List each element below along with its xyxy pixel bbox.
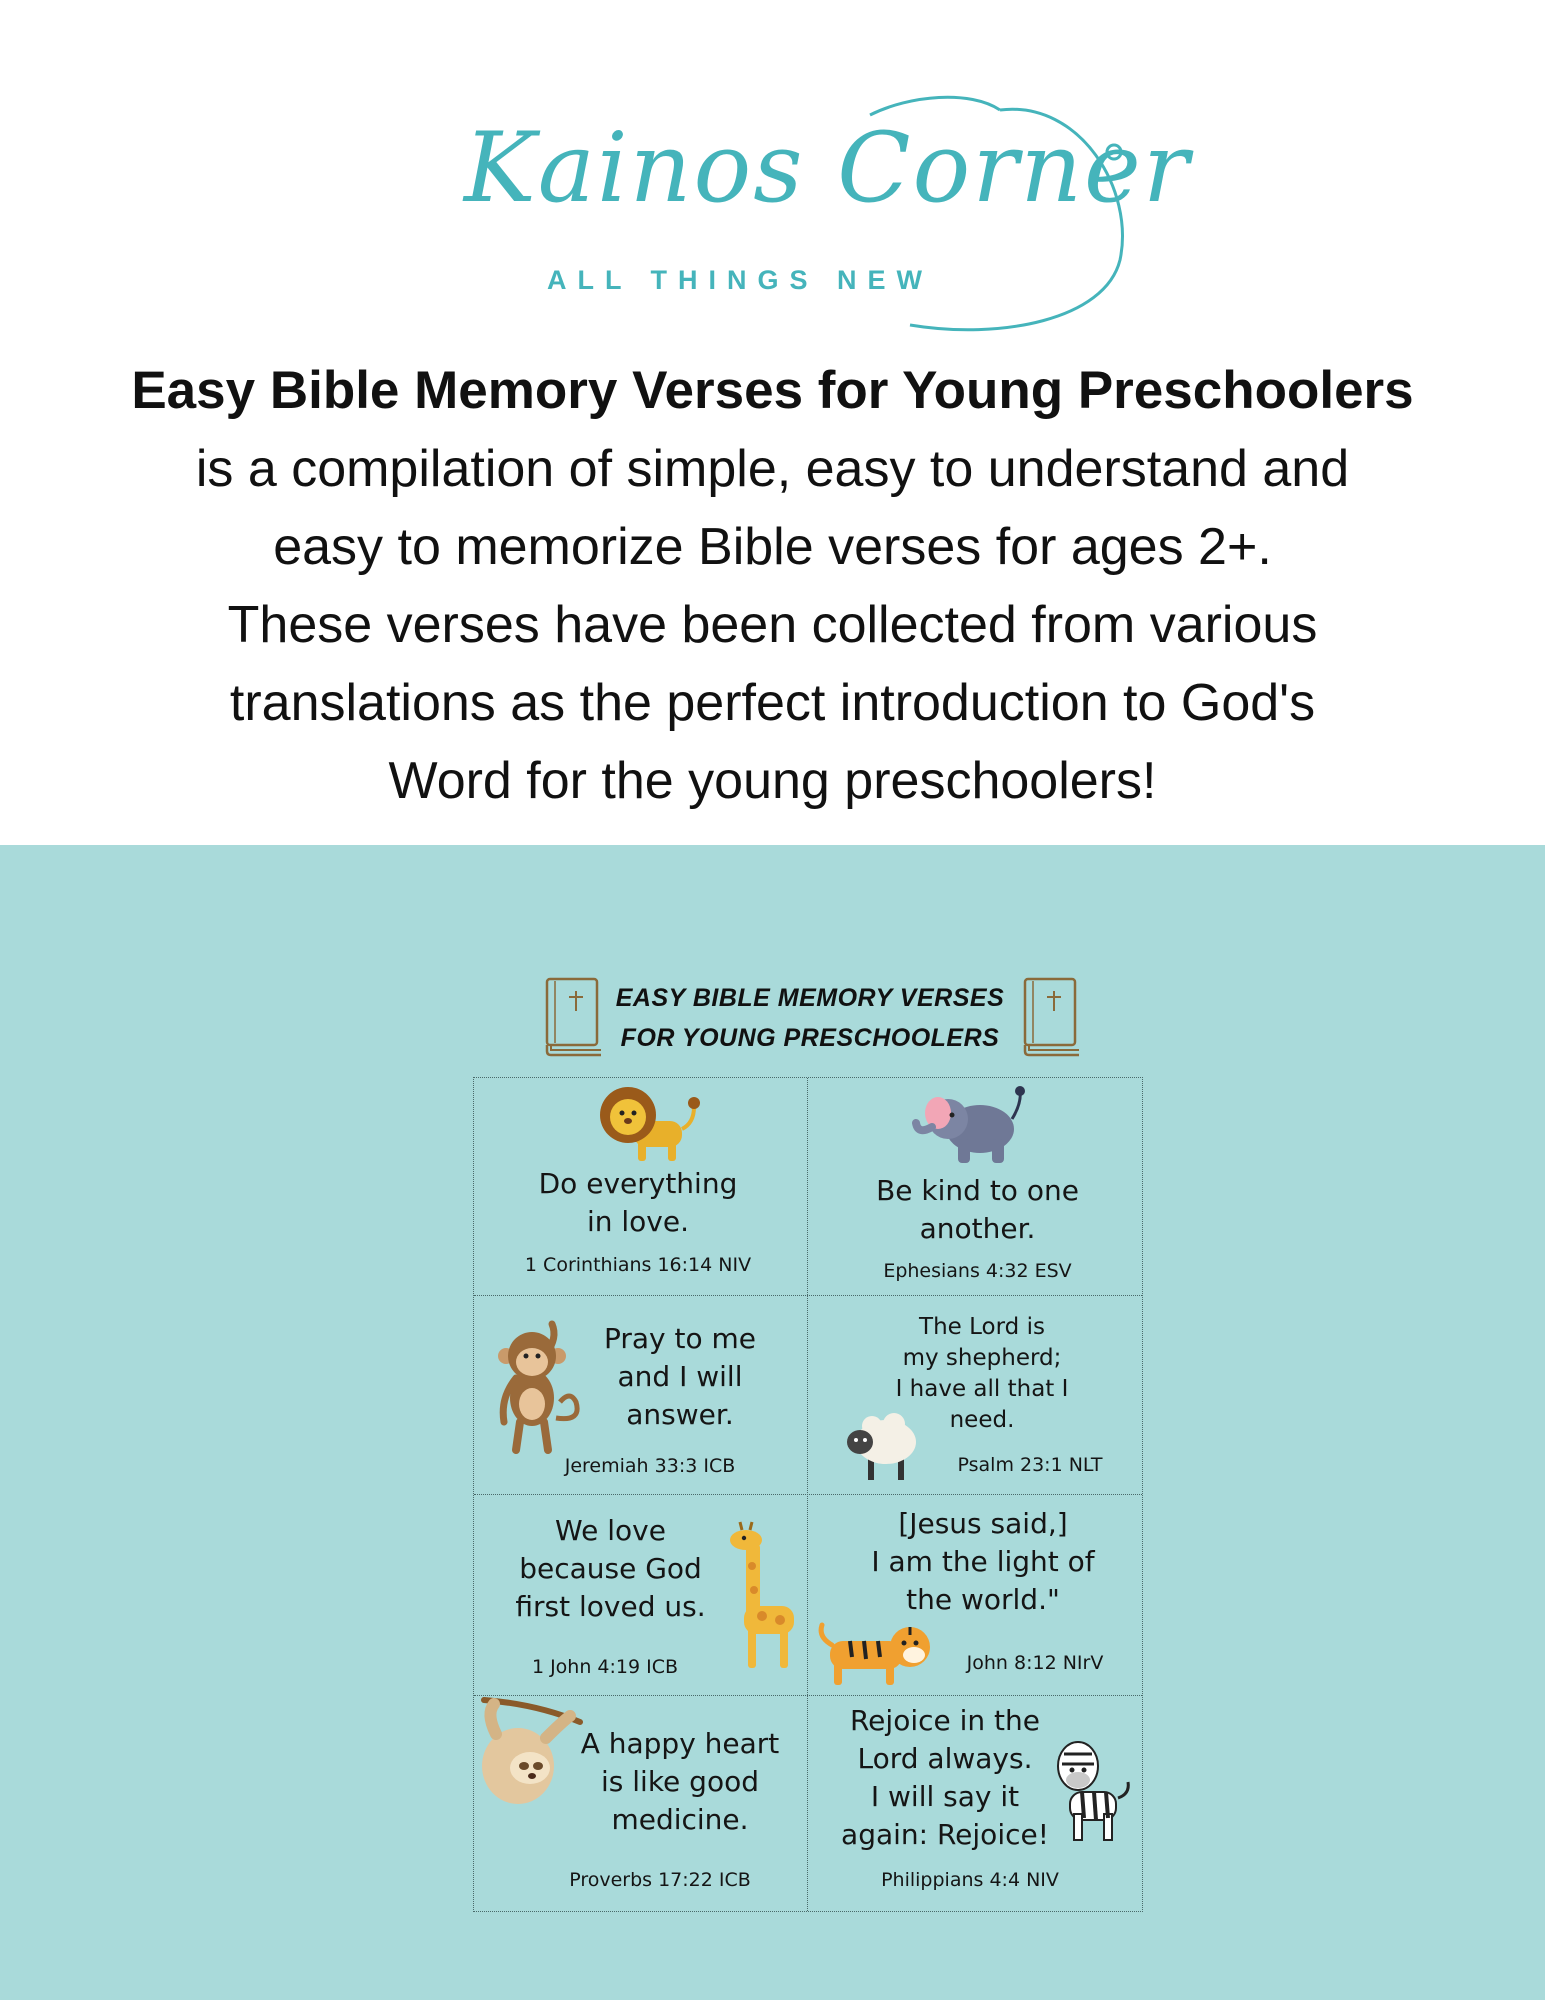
verse-line: Rejoice in the (849, 1704, 1040, 1737)
verse-line: The Lord is (919, 1314, 1045, 1340)
verse-text (825, 1702, 1065, 1854)
verse-reference: Proverbs 17:22 ICB (569, 1869, 751, 1891)
intro-line: is a compilation of simple, easy to understand and (195, 440, 1350, 498)
verse-reference: John 8:12 NIrV (966, 1652, 1104, 1674)
sheet-title (590, 978, 1030, 1058)
verse-text (852, 1312, 1112, 1436)
tiger-icon (816, 1617, 942, 1689)
verse-text (820, 1172, 1135, 1248)
verse-line: first loved us. (515, 1590, 706, 1623)
sheet-title-line: EASY BIBLE MEMORY VERSES (615, 984, 1005, 1012)
verse-line: the world." (906, 1583, 1060, 1616)
verse-line: A happy heart (580, 1727, 780, 1760)
verse-line: Be kind to one (876, 1174, 1079, 1207)
verse-text (488, 1165, 788, 1241)
verse-reference: Jeremiah 33:3 ICB (564, 1455, 736, 1477)
verse-line: is like good (601, 1765, 759, 1798)
verse-reference: Psalm 23:1 NLT (957, 1454, 1103, 1476)
verse-line: Do everything (538, 1167, 738, 1200)
verse-line: We love (555, 1514, 666, 1547)
verse-reference: Ephesians 4:32 ESV (883, 1260, 1072, 1282)
grid-divider (474, 1295, 1142, 1296)
verse-line: [Jesus said,] (898, 1507, 1068, 1540)
verse-reference: 1 Corinthians 16:14 NIV (524, 1254, 752, 1276)
logo-wordmark: Kainos Corner (464, 112, 1191, 224)
verse-reference: 1 John 4:19 ICB (531, 1656, 679, 1678)
intro-line: translations as the perfect introduction to God's (229, 674, 1316, 732)
logo-tagline: ALL THINGS NEW (547, 265, 933, 295)
verse-line: my shepherd; (902, 1345, 1062, 1371)
verse-line: Lord always. (857, 1742, 1033, 1775)
verse-text (488, 1512, 733, 1626)
verse-line: I have all that I (895, 1376, 1069, 1402)
verse-text (838, 1505, 1128, 1619)
intro-text (40, 352, 1505, 820)
verse-line: need. (949, 1407, 1015, 1433)
verse-text (570, 1725, 790, 1839)
verse-line: Pray to me (603, 1322, 757, 1355)
verse-line: again: Rejoice! (841, 1818, 1049, 1851)
logo (440, 70, 1191, 340)
verse-reference: Philippians 4:4 NIV (881, 1869, 1059, 1891)
intro-line: Word for the young preschoolers! (388, 752, 1157, 810)
elephant-icon (912, 1083, 1032, 1167)
monkey-icon (486, 1318, 586, 1458)
verse-line: answer. (626, 1398, 734, 1431)
verse-line: another. (919, 1212, 1036, 1245)
verse-line: because God (519, 1552, 702, 1585)
bible-book-icon (1021, 977, 1083, 1059)
verse-line: medicine. (611, 1803, 749, 1836)
header-section (0, 0, 1545, 845)
lion-icon (596, 1083, 704, 1165)
grid-divider (474, 1494, 1142, 1495)
verse-text (575, 1320, 785, 1434)
verse-line: I am the light of (871, 1545, 1095, 1578)
verse-line: in love. (586, 1205, 690, 1238)
intro-line: These verses have been collected from various (227, 596, 1318, 654)
sheet-title-line: FOR YOUNG PRESCHOOLERS (620, 1024, 1000, 1052)
intro-line: easy to memorize Bible verses for ages 2+. (273, 518, 1272, 576)
verse-line: I will say it (870, 1780, 1020, 1813)
intro-title: Easy Bible Memory Verses for Young Preschoolers (131, 361, 1414, 420)
verse-line: and I will (617, 1360, 743, 1393)
